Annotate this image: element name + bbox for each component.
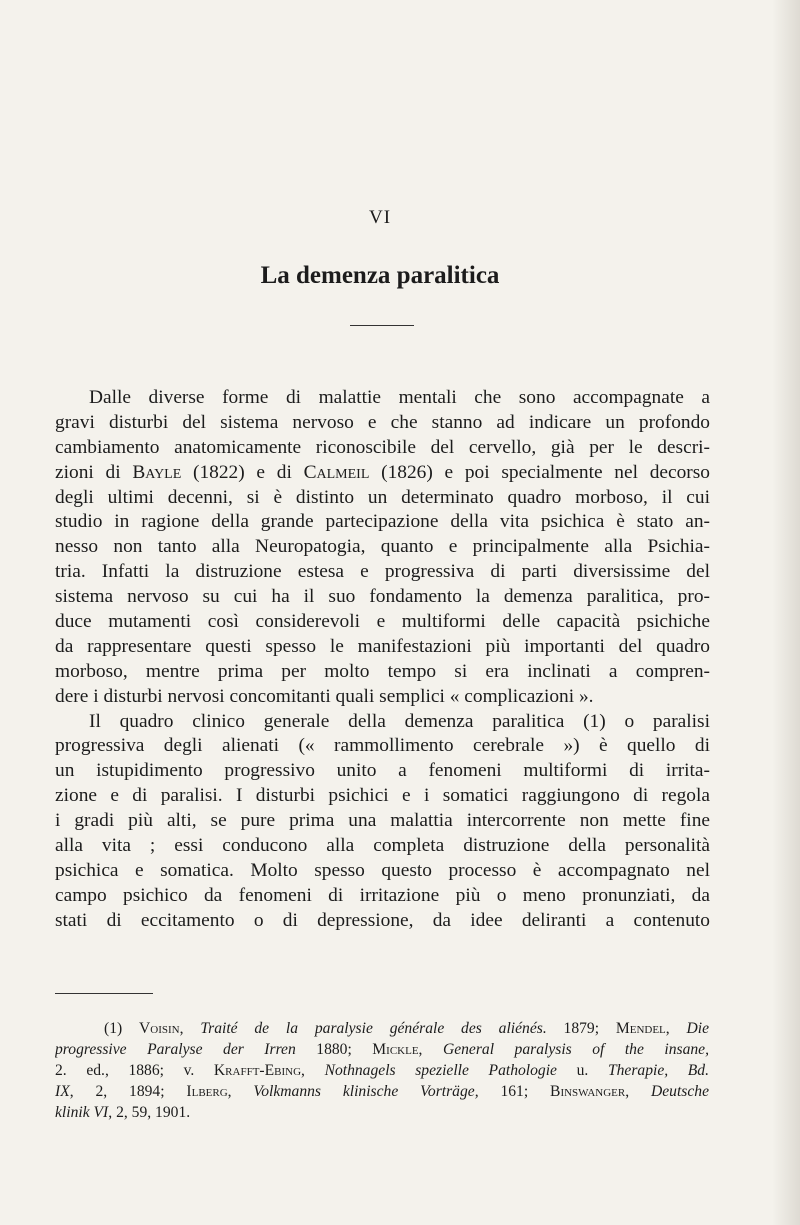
text-run: 1879; <box>546 1020 616 1037</box>
footnote <box>55 1018 709 1123</box>
text-run: 1880; <box>295 1041 373 1058</box>
title-divider <box>350 325 414 326</box>
citation-title: Therapie, Bd. <box>607 1062 709 1079</box>
text-line: i gradi più alti, se pure prima una malattia intercorrente non mette fine <box>55 810 710 832</box>
text-line: cambiamento anatomicamente riconoscibile del cervello, già per le descri- <box>55 436 710 458</box>
text-line: studio in ragione della grande partecipazione della vita psichica è stato an- <box>55 511 710 533</box>
citation-title: Traité de la paralysie générale des aliénés. <box>200 1020 547 1037</box>
chapter-title: La demenza paralitica <box>260 262 500 289</box>
text-run: (1) <box>104 1020 139 1037</box>
footnote-line <box>55 1081 709 1102</box>
text-run: (1826) e poi specialmente nel decorso <box>369 461 710 483</box>
citation-title: klinik VI <box>55 1104 109 1121</box>
text-run: , <box>301 1062 325 1079</box>
citation-title: Deutsche <box>651 1083 709 1100</box>
text-run: 161; <box>478 1083 551 1100</box>
author-name: Mendel <box>615 1020 666 1037</box>
author-name: Krafft-Ebing <box>213 1062 302 1079</box>
author-name: Ilberg <box>186 1083 228 1100</box>
text-run: , <box>665 1020 687 1037</box>
citation-title: Nothnagels spezielle Pathologie <box>324 1062 557 1079</box>
footnote-line <box>55 1060 709 1081</box>
text-line: Dalle diverse forme di malattie mentali che sono accompagnate a <box>89 387 710 408</box>
text-run: u. <box>556 1062 608 1079</box>
text-run: (1822) e di <box>181 461 304 483</box>
text-line: dere i disturbi nervosi concomitanti quali semplici « complicazioni ». <box>55 685 594 707</box>
citation-title: Die <box>686 1020 709 1037</box>
text-run: , <box>625 1083 651 1100</box>
footnote-line <box>77 1018 709 1039</box>
text-line: campo psichico da fenomeni di irritazione più o meno pronunziati, da <box>55 884 710 906</box>
text-line: duce mutamenti così considerevoli e multiformi delle capacità psichiche <box>55 611 710 633</box>
author-name: Voisin <box>139 1020 180 1037</box>
text-line: gravi disturbi del sistema nervoso e che stanno ad indicare un profondo <box>55 411 710 433</box>
chapter-number: VI <box>368 207 392 228</box>
footnote-line <box>55 1039 709 1060</box>
text-line: da rappresentare questi spesso le manifestazioni più importanti del quadro <box>55 635 710 657</box>
author-name: Mickle <box>372 1041 419 1058</box>
body-text <box>55 386 710 934</box>
text-run: , <box>227 1083 254 1100</box>
text-run: 2. ed., 1886; v. <box>55 1062 214 1079</box>
text-line: zione e di paralisi. I disturbi psichici e i somatici raggiungono di regola <box>55 785 710 807</box>
text-line: morboso, mentre prima per molto tempo si era inclinati a compren- <box>55 660 710 682</box>
author-name: Bayle <box>132 461 182 483</box>
text-line: stati di eccitamento o di depressione, da idee deliranti a contenuto <box>55 909 710 931</box>
page-edge-shadow <box>772 0 800 1225</box>
footnote-divider <box>55 993 153 994</box>
author-name: Binswanger <box>550 1083 626 1100</box>
text-line: alla vita ; essi conducono alla completa distruzione della personalità <box>55 835 710 857</box>
text-line: sistema nervoso su cui ha il suo fondamento la demenza paralitica, pro- <box>55 586 710 608</box>
citation-title: Volkmanns klinische Vorträge, <box>253 1083 479 1100</box>
text-run: , <box>418 1041 443 1058</box>
text-run: , 2, 59, 1901. <box>108 1104 191 1121</box>
text-run: zioni di <box>55 461 133 483</box>
text-line: degli ultimi decenni, si è distinto un determinato quadro morboso, il cui <box>55 486 710 508</box>
footnote-line <box>55 1102 709 1123</box>
text-line: psichica e somatica. Molto spesso questo processo è accompagnato nel <box>55 859 710 881</box>
text-line: Il quadro clinico generale della demenza paralitica (1) o paralisi <box>89 710 710 732</box>
text-line <box>55 461 710 486</box>
text-run: , <box>179 1020 201 1037</box>
citation-title: IX <box>55 1083 70 1100</box>
citation-title: progressive Paralyse der Irren <box>55 1041 296 1058</box>
text-line: progressiva degli alienati (« rammollimento cerebrale ») è quello di <box>55 735 710 757</box>
text-line: tria. Infatti la distruzione estesa e progressiva di parti diversissime del <box>55 561 710 583</box>
author-name: Calmeil <box>303 461 370 483</box>
text-line: nesso non tanto alla Neuropatogia, quanto e principalmente alla Psichia- <box>55 536 710 558</box>
text-line: un istupidimento progressivo unito a fenomeni multiformi di irrita- <box>55 760 710 782</box>
citation-title: General paralysis of the insane, <box>442 1041 709 1058</box>
text-run: , 2, 1894; <box>69 1083 187 1100</box>
